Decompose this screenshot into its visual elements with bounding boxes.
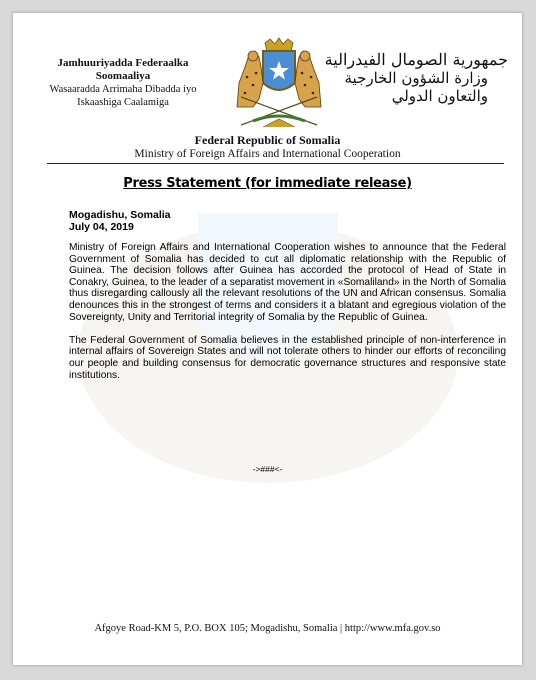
header-somali-text	[33, 57, 213, 109]
end-separator: ->###<-	[252, 464, 283, 474]
dateline	[69, 209, 171, 233]
document-body	[69, 242, 506, 393]
header-left-line2: Wasaaradda Arrimaha Dibadda iyo	[49, 84, 197, 95]
footer-address: Afgoye Road-KM 5, P.O. BOX 105; Mogadishu, Somalia | http://www.mfa.gov.so	[94, 623, 441, 634]
letterhead-subtitle: Ministry of Foreign Affairs and International Cooperation	[134, 148, 401, 160]
dateline-date: July 04, 2019	[69, 221, 134, 233]
letterhead-title: Federal Republic of Somalia	[194, 133, 341, 147]
document-heading: Press Statement (for immediate release)	[123, 176, 412, 191]
dateline-place: Mogadishu, Somalia	[69, 209, 171, 221]
header-right-line1: جمهورية الصومال الفيدرالية	[324, 50, 508, 69]
header-right-line2: وزارة الشؤون الخارجية	[344, 69, 488, 87]
document-page	[13, 13, 522, 665]
header-divider	[47, 163, 504, 164]
header-left-line1: Jamhuuriyadda Federaalka Soomaaliya	[57, 57, 189, 82]
header-right-line3: والتعاون الدولي	[391, 87, 488, 105]
body-paragraph-1: Ministry of Foreign Affairs and International Cooperation wishes to announce that the Federal Government of Somalia has decided to cut all diplomatic relationship with the Republic of Guinea. The decision follows after Guinea has accorded the protocol of Head of State in Conakry, Guinea, to the leader of a separatist movement in «Somaliland» in the North of Somalia thus disregarding callously all the relevant resolutions of the UN and African consensus. Somalia denounces this in the strongest of terms and considers it a blatant and egregious violation of the Sovereignty, Unity and Territorial integrity of Somalia by the Republic of Guinea.	[69, 242, 506, 323]
body-paragraph-2: The Federal Government of Somalia believes in the established principle of non-interference in internal affairs of Sovereign States and will not tolerate others to hinder our efforts of reconciling our people and building consensus for democratic governance structures and responsive state institutions.	[69, 334, 506, 381]
header-arabic-text	[298, 51, 508, 105]
header-left-line3: Iskaashiga Caalamiga	[77, 97, 169, 108]
letterhead-title-block	[13, 133, 522, 162]
